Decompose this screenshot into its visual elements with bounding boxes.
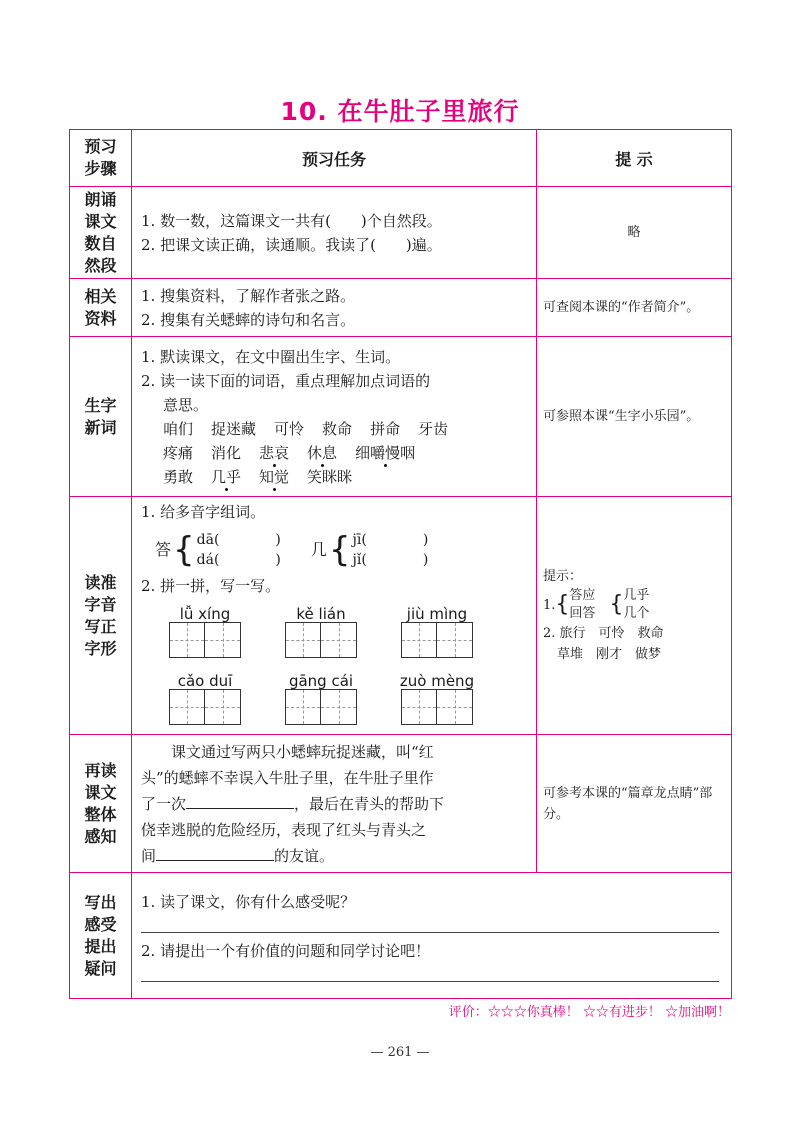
table-row xyxy=(70,187,732,279)
task-cell: 1. 默读课文，在文中圈出生字、生词。 2. 读一读下面的词语，重点理解加点词语的 意思。 咱们 捉迷藏 可怜 救命 拼命 牙齿 疼痛 消化 悲哀 休息 细嚼慢咽 勇敢 几乎 知觉 笑眯眯 xyxy=(132,337,537,497)
header-task: 预习任务 xyxy=(132,130,537,187)
task-cell: 1. 读了课文，你有什么感受呢？ 2. 请提出一个有价值的问题和同学讨论吧！ xyxy=(132,873,732,999)
step-label: 读准 字音 写正 字形 xyxy=(70,497,132,735)
hint-cell: 可参照本课“生字小乐园”。 xyxy=(537,337,732,497)
header-hint: 提 示 xyxy=(537,130,732,187)
page-title: 10. 在牛肚子里旅行 xyxy=(280,97,520,126)
pinyin-row: lǚ xíng kě lián jiù mìng xyxy=(147,602,530,665)
writing-grid[interactable] xyxy=(401,622,473,658)
writing-grid[interactable] xyxy=(285,689,357,725)
table-row xyxy=(70,873,732,999)
polyphone-blank[interactable]: dā( ) xyxy=(196,531,281,548)
fill-blank[interactable] xyxy=(186,808,294,809)
word-list-2: 疼痛 消化 悲哀 休息 细嚼慢咽 xyxy=(163,443,416,462)
table-row xyxy=(70,497,732,735)
word-list-1: 咱们 捉迷藏 可怜 救命 拼命 牙齿 xyxy=(163,419,449,438)
hint-cell: 可查阅本课的“作者简介”。 xyxy=(537,279,732,337)
step-label: 再读 课文 整体 感知 xyxy=(70,735,132,873)
step-label: 朗诵 课文 数自 然段 xyxy=(70,187,132,279)
hint-cell: 略 xyxy=(537,187,732,279)
polyphone-group: 答 { dā( ) dá( ) 几 { jī( ) jǐ( ) xyxy=(155,529,429,570)
writing-grid[interactable] xyxy=(285,622,357,658)
hint-cell: 提示： 1. { 答应 回答 { 几乎 几个 2. 旅行 可怜 救命 草堆 刚才 做梦 xyxy=(537,497,732,735)
step-label: 生字 新词 xyxy=(70,337,132,497)
task-cell: 1. 给多音字组词。 答 { dā( ) dá( ) 几 { jī( ) jǐ( ) 2. 拼一拼，写一写。 lǚ xíng kě lián jiù mìng cǎo duī gāng cái zuò mèng xyxy=(132,497,537,735)
hint-cell: 可参考本课的“篇章龙点睛”部分。 xyxy=(537,735,732,873)
task-cell: 课文通过写两只小蟋蟀玩捉迷藏，叫“红 头”的蟋蟀不幸误入牛肚子里，在牛肚子里作 了一次 ，最后在青头的帮助下 侥幸逃脱的危险经历，表现了红头与青头之 间 的友谊。 xyxy=(132,735,537,873)
task-cell: 1. 数一数，这篇课文一共有( )个自然段。 2. 把课文读正确，读通顺。我读了( )遍。 xyxy=(132,187,537,279)
writing-grid[interactable] xyxy=(169,689,241,725)
table-row xyxy=(70,279,732,337)
table-row xyxy=(70,735,732,873)
pinyin-row: cǎo duī gāng cái zuò mèng xyxy=(147,669,530,732)
polyphone-blank[interactable]: jī( ) xyxy=(352,531,429,548)
table-row xyxy=(70,337,732,497)
evaluation-text: 评价：☆☆☆你真棒！ ☆☆有进步！ ☆加油啊！ xyxy=(448,1005,730,1020)
polyphone-blank[interactable]: dá( ) xyxy=(196,551,281,568)
preview-table xyxy=(69,129,732,999)
page-number: — 261 — xyxy=(370,1045,430,1060)
writing-grid[interactable] xyxy=(401,689,473,725)
step-label: 相关 资料 xyxy=(70,279,132,337)
header-step: 预习 步骤 xyxy=(70,130,132,187)
writing-grid[interactable] xyxy=(169,622,241,658)
answer-line[interactable] xyxy=(141,963,719,982)
word-list-3: 勇敢 几乎 知觉 笑眯眯 xyxy=(163,467,353,486)
polyphone-blank[interactable]: jǐ( ) xyxy=(352,551,429,568)
task-cell: 1. 搜集资料，了解作者张之路。 2. 搜集有关蟋蟀的诗句和名言。 xyxy=(132,279,537,337)
table-header-row xyxy=(70,130,732,187)
step-label: 写出 感受 提出 疑问 xyxy=(70,873,132,999)
fill-blank[interactable] xyxy=(156,860,274,861)
answer-line[interactable] xyxy=(141,914,719,933)
